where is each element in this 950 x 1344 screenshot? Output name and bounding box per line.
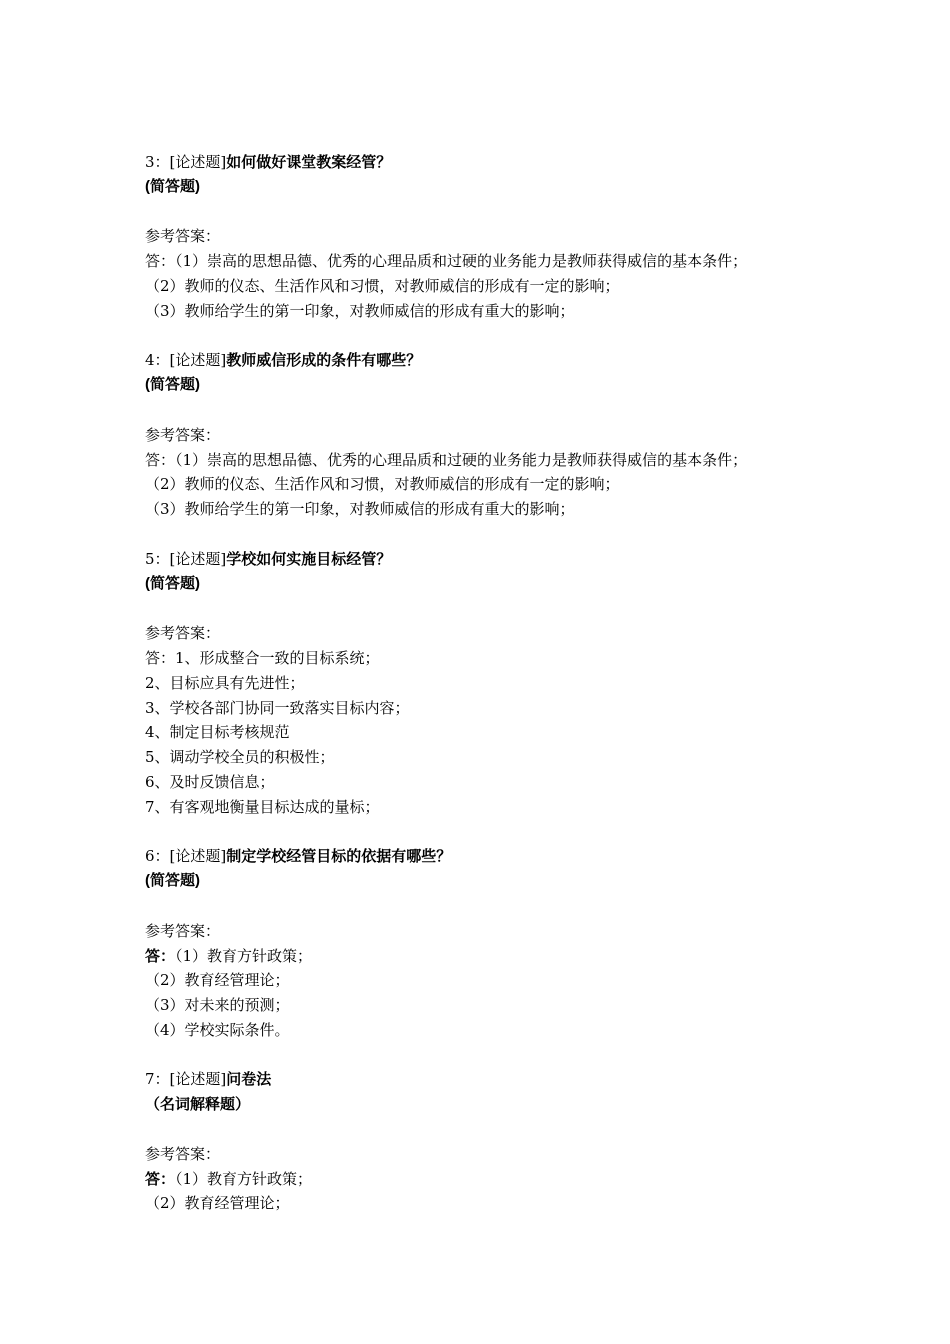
question-heading [145,1067,865,1092]
question-type: (简答题) [145,177,200,195]
question-title: 制定学校经管目标的依据有哪些？ [226,847,452,866]
question-type: (简答题) [145,376,200,394]
answer-label: 参考答案： [145,425,221,444]
answer-label: 参考答案： [145,921,221,940]
answer-prefix: 答： [145,946,176,965]
answer-line [145,448,865,473]
question-number: 6：[论述题] [145,847,227,866]
question-block [145,844,865,1067]
answer-line: 3、学校各部门协同一致落实目标内容； [145,698,410,717]
question-type: (简答题) [145,872,200,890]
answer-text: （1）教育方针政策； [175,946,313,965]
answer-line: （2）教师的仪态、生活作风和习惯，对教师威信的形成有一定的影响； [145,276,620,295]
question-heading [145,348,865,373]
answer-prefix: 答： [145,450,176,469]
question-number: 3：[论述题] [145,153,227,171]
answer-line: （3）教师给学生的第一印象，对教师威信的形成有重大的影响； [145,301,575,320]
answer-text: （1）崇高的思想品德、优秀的心理品质和过硬的业务能力是教师获得威信的基本条件； [175,252,748,271]
answer-line [145,249,865,274]
question-block [145,150,865,348]
answer-line: 6、及时反馈信息； [145,772,275,791]
question-number: 4：[论述题] [145,351,227,370]
question-number: 5：[论述题] [145,549,227,568]
spacer [145,1117,865,1142]
question-title: 学校如何实施目标经管？ [226,549,392,568]
question-title: 如何做好课堂教案经管？ [226,153,392,171]
answer-line [145,646,865,671]
answer-line: （2）教育经管理论； [145,971,290,990]
answer-line [145,1167,865,1192]
spacer [145,820,865,845]
question-number: 7：[论述题] [145,1070,227,1089]
question-block [145,1067,865,1216]
answer-line: （2）教师的仪态、生活作风和习惯，对教师威信的形成有一定的影响； [145,475,620,494]
answer-line: （3）对未来的预测； [145,996,290,1015]
answer-text: （1）教育方针政策； [175,1169,313,1188]
answer-text: （1）崇高的思想品德、优秀的心理品质和过硬的业务能力是教师获得威信的基本条件； [175,450,748,469]
spacer [145,324,865,349]
answer-line: （3）教师给学生的第一印象，对教师威信的形成有重大的影响； [145,500,575,519]
spacer [145,398,865,423]
answer-label: 参考答案： [145,227,221,246]
answer-line: 7、有客观地衡量目标达成的量标； [145,797,380,816]
question-block [145,348,865,546]
answer-label: 参考答案： [145,1144,221,1163]
spacer [145,596,865,621]
answer-prefix: 答： [145,1169,176,1188]
spacer [145,200,865,225]
answer-text: 1、形成整合一致的目标系统； [175,648,380,667]
spacer [145,522,865,547]
answer-label: 参考答案： [145,624,221,643]
answer-prefix: 答： [145,252,176,271]
answer-prefix: 答： [145,648,176,667]
question-block [145,547,865,845]
answer-line: （4）学校实际条件。 [145,1020,290,1039]
question-type: （名词解释题） [145,1095,251,1114]
spacer [145,894,865,919]
spacer [145,1043,865,1068]
document-page [145,150,865,1216]
answer-line: 4、制定目标考核规范 [145,723,290,742]
answer-line: （2）教育经管理论； [145,1194,290,1213]
question-title: 教师威信形成的条件有哪些？ [226,351,422,370]
question-heading [145,547,865,572]
question-heading [145,844,865,869]
question-heading [145,150,865,175]
answer-line: 2、目标应具有先进性； [145,673,305,692]
question-title: 问卷法 [226,1070,272,1089]
answer-line: 5、调动学校全员的积极性； [145,748,335,767]
answer-line [145,944,865,969]
question-type: (简答题) [145,574,200,592]
